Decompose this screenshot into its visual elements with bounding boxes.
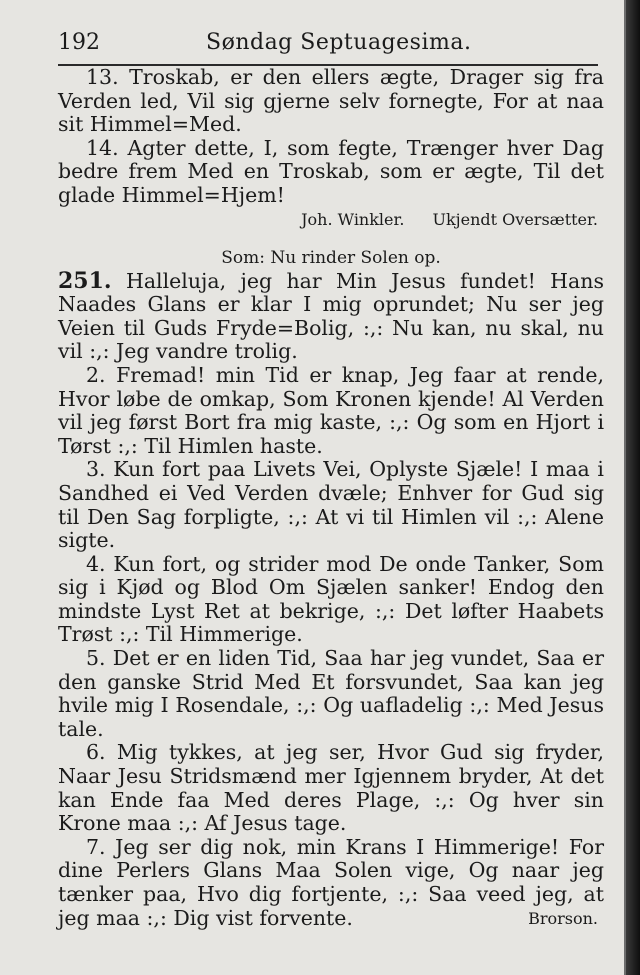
translator: Ukjendt Oversætter. xyxy=(432,209,598,229)
hymn-verse-4: 4. Kun fort, og strider mod De onde Tanker, Som sig i Kjød og Blod Om Sjælen sanker! Endog den mindste Lyst Ret at bekrige, :,: Det løfter Haabets Trøst :,: Til Himmerige. xyxy=(58,551,604,647)
hymn-verse-6: 6. Mig tykkes, at jeg ser, Hvor Gud sig fryder, Naar Jesu Stridsmænd mer Igjennem bryder, At det kan Ende faa Med deres Plage, :,: Og hver sin Krone maa :,: Af Jesus tage. xyxy=(58,740,604,836)
hymn-verse-5: 5. Det er en liden Tid, Saa har jeg vundet, Saa er den ganske Strid Med Et forsvundet, Saa kan jeg hvile mig I Rosendale, :,: Og uafladelig :,: Med Jesus tale. xyxy=(58,646,604,741)
hymn-verse-7 xyxy=(58,836,604,930)
hymn-verse-3: 3. Kun fort paa Livets Vei, Oplyste Sjæle! I maa i Sandhed ei Ved Verden dvæle; Enhver for Gud sig til Den Sag forpligte, :,: At vi til Himlen vil :,: Alene sigte. xyxy=(58,457,604,553)
page-body xyxy=(58,66,604,930)
hymn-verse-7-text: 7. Jeg ser dig nok, min Krans I Himmerige! For dine Perlers Glans Maa Solen vige, Og naar jeg tænker paa, Hvo dig fortjente, :,: Saa veed jeg, at jeg maa :,: Dig vist forvente. xyxy=(58,834,604,930)
verse-14: 14. Agter dette, I, som fegte, Trænger hver Dag bedre frem Med en Troskab, som er ægte, Til det glade Himmel=Hjem! xyxy=(58,135,604,207)
attribution xyxy=(58,208,604,232)
hymn-number: 251. xyxy=(58,267,112,294)
verse-13: 13. Troskab, er den ellers ægte, Drager sig fra Verden led, Vil sig gjerne selv fornegte, For at naa sit Himmel=Med. xyxy=(58,65,604,137)
hymn-author: Brorson. xyxy=(528,908,598,928)
hymn-verse-1-text: Halleluja, jeg har Min Jesus fundet! Hans Naades Glans er klar I mig oprundet; Nu ser jeg Veien til Guds Fryde=Bolig, :,: Nu kan, nu skal, nu vil :,: Jeg vandre trolig. xyxy=(58,268,604,364)
book-spine xyxy=(626,0,640,975)
author: Joh. Winkler. xyxy=(301,209,405,229)
hymn-verse-1 xyxy=(58,267,604,364)
running-title: Søndag Septuagesima. xyxy=(206,30,472,55)
page-number: 192 xyxy=(58,30,100,55)
hymn-verse-2: 2. Fremad! min Tid er knap, Jeg faar at rende, Hvor løbe de omkap, Som Kronen kjende! Al Verden vil jeg først Bort fra mig kaste, :,: Og som en Hjort i Tørst :,: Til Himlen haste. xyxy=(58,362,604,458)
page-header xyxy=(58,28,598,62)
melody-line: Som: Nu rinder Solen op. xyxy=(221,247,441,268)
